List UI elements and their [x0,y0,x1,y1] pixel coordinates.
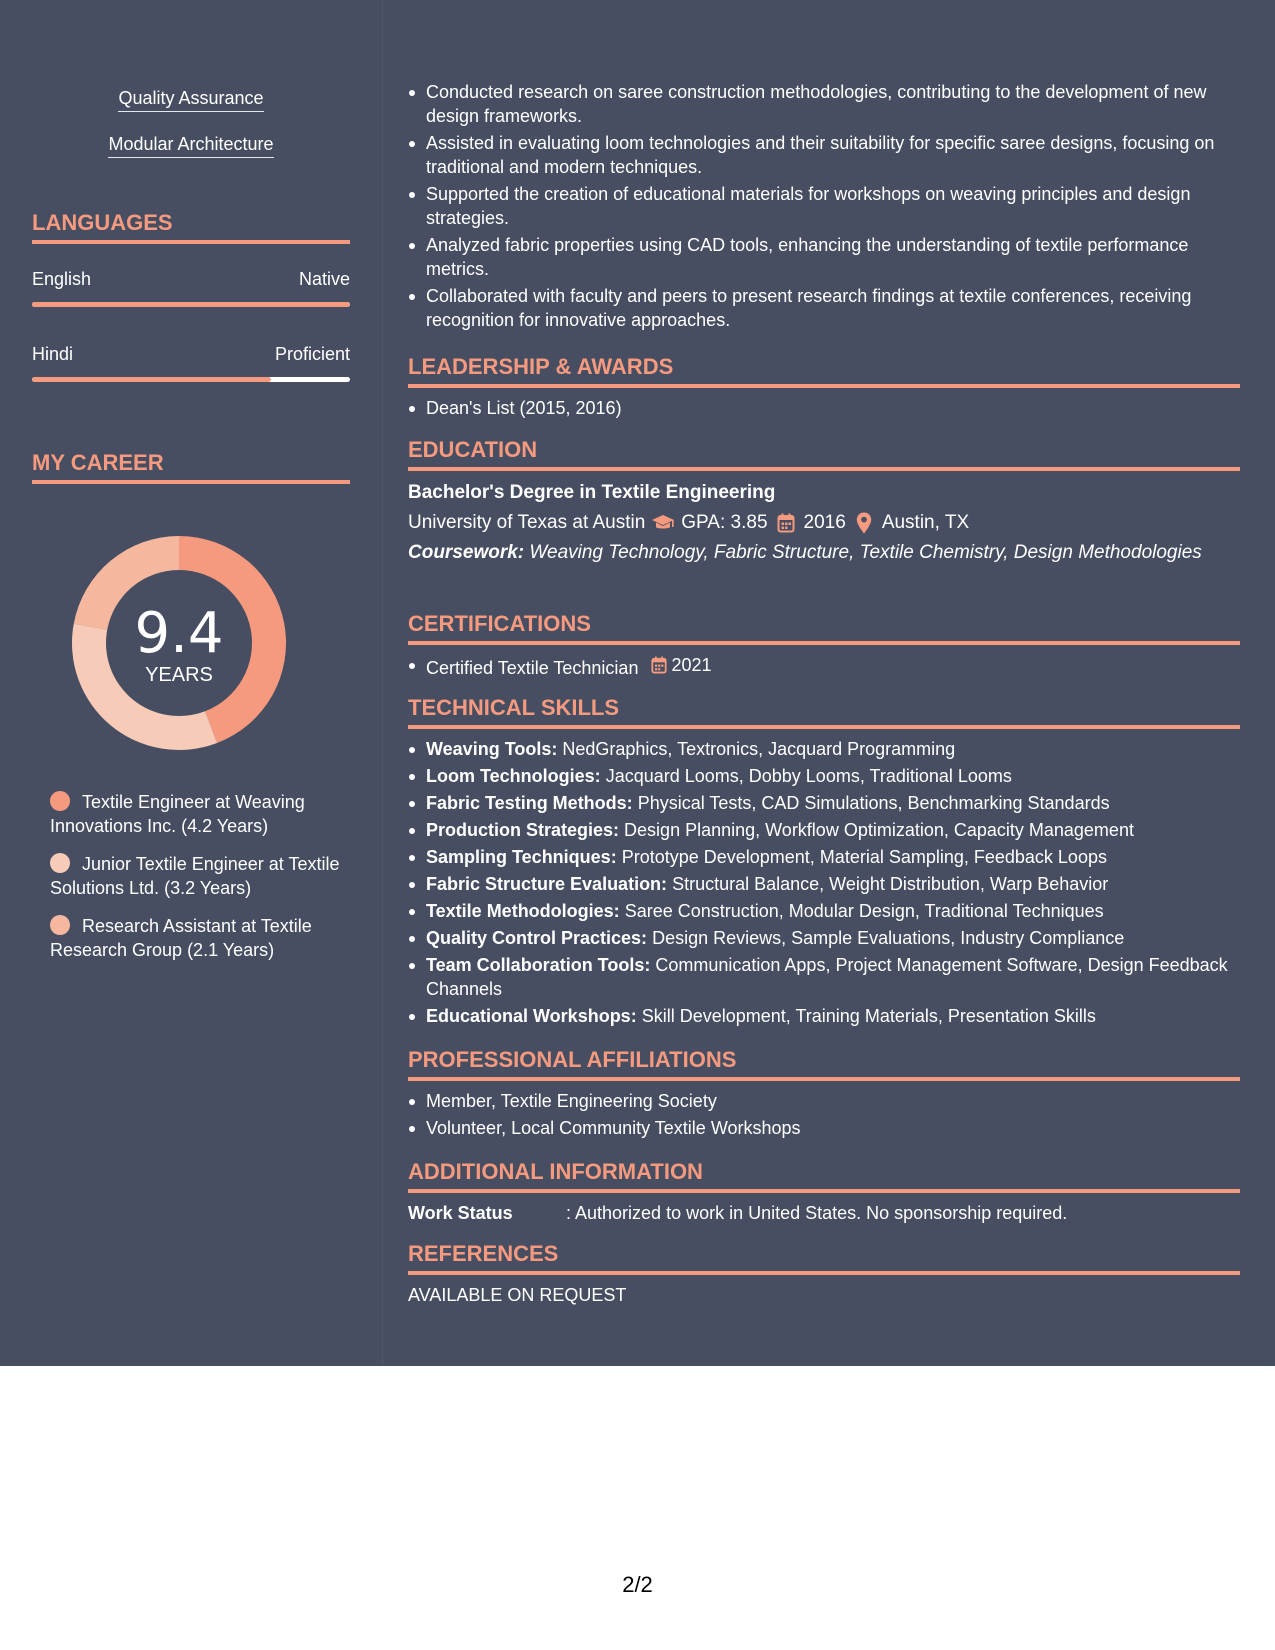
career-total-value: 9.4 [134,601,224,666]
skill-item [408,872,1240,896]
career-legend-item [50,790,350,838]
career-legend [50,790,350,976]
skill-value: Saree Construction, Modular Design, Traditional Techniques [624,901,1104,921]
career-legend-item [50,914,350,962]
technical-skills-heading: TECHNICAL SKILLS [408,695,1240,729]
language-name: English [32,269,92,289]
skill-label: Quality Control Practices: [426,928,648,948]
language-row [32,268,350,290]
skill-item [408,764,1240,788]
skill-value: Jacquard Looms, Dobby Looms, Traditional Looms [605,766,1012,786]
skill-value: Skill Development, Training Materials, Presentation Skills [641,1006,1096,1026]
skill-value: Structural Balance, Weight Distribution, Warp Behavior [672,874,1109,894]
experience-bullet: Assisted in evaluating loom technologies and their suitability for specific saree designs, focusing on traditional and modern techniques. [408,131,1240,179]
career-role-label: Research Assistant at Textile Research Group (2.1 Years) [50,916,312,960]
affiliations-section [408,1047,1240,1143]
award-item: Dean's List (2015, 2016) [408,396,1240,420]
language-name: Hindi [32,344,74,364]
language-proficiency-fill [32,302,350,307]
languages-heading: LANGUAGES [32,210,350,244]
language-proficiency-fill [32,377,271,382]
education-section [408,437,1240,565]
work-status-row [408,1201,1240,1225]
skill-label: Fabric Structure Evaluation: [426,874,668,894]
work-status-value: : Authorized to work in United States. No sponsorship required. [566,1203,1068,1223]
coursework [408,541,1240,565]
skill-value: Prototype Development, Material Sampling, Feedback Loops [621,847,1107,867]
certification-year: 2021 [671,655,712,675]
skill-tags [32,86,350,178]
map-pin-icon [852,512,876,534]
skill-label: Team Collaboration Tools: [426,955,651,975]
skill-label: Textile Methodologies: [426,901,620,921]
certification-date [651,653,711,677]
legend-dot [50,853,70,873]
references-section [408,1241,1240,1307]
calendar-icon [651,656,667,674]
skill-tag: Modular Architecture [108,132,273,158]
sidebar [0,0,382,1366]
certifications-section [408,611,1240,680]
additional-info-section [408,1159,1240,1225]
leadership-heading: LEADERSHIP & AWARDS [408,354,1240,388]
main-column [408,0,1240,1366]
education-details [408,511,1240,535]
skill-item [408,818,1240,842]
skill-label: Production Strategies: [426,820,620,840]
calendar-icon [774,512,798,534]
skill-label: Educational Workshops: [426,1006,637,1026]
skill-item [408,1004,1240,1028]
skill-value: Design Planning, Workflow Optimization, Capacity Management [624,820,1134,840]
skill-value: Physical Tests, CAD Simulations, Benchmarking Standards [637,793,1110,813]
language-row [32,343,350,365]
skill-label: Loom Technologies: [426,766,601,786]
coursework-list: Weaving Technology, Fabric Structure, Textile Chemistry, Design Methodologies [529,542,1202,563]
skill-item [408,899,1240,923]
skill-item [408,845,1240,869]
skill-label: Weaving Tools: [426,739,558,759]
additional-info-heading: ADDITIONAL INFORMATION [408,1159,1240,1193]
language-level: Proficient [274,344,350,364]
career-legend-item [50,852,350,900]
leadership-section [408,354,1240,420]
career-total-unit: YEARS [145,664,213,686]
legend-dot [50,791,70,811]
research-experience-bullets [408,80,1240,335]
career-section [32,450,350,960]
skill-value: Communication Apps, Project Management Software, Design Feedback Channels [426,955,1228,999]
career-donut-chart [66,530,292,756]
school-name: University of Texas at Austin [408,512,646,533]
experience-bullet: Supported the creation of educational materials for workshops on weaving principles and design strategies. [408,182,1240,230]
experience-bullet: Collaborated with faculty and peers to present research findings at textile conferences, receiving recognition for innovative approaches. [408,284,1240,332]
references-heading: REFERENCES [408,1241,1240,1275]
degree-title: Bachelor's Degree in Textile Engineering [408,482,776,503]
experience-bullet: Conducted research on saree construction methodologies, contributing to the development of new design frameworks. [408,80,1240,128]
affiliation-item: Member, Textile Engineering Society [408,1089,1240,1113]
work-status-label: Work Status [408,1203,513,1223]
graduation-cap-icon [651,512,675,534]
experience-bullet: Analyzed fabric properties using CAD tools, enhancing the understanding of textile performance metrics. [408,233,1240,281]
career-role-label: Junior Textile Engineer at Textile Solutions Ltd. (3.2 Years) [50,854,340,898]
legend-dot [50,915,70,935]
education-heading: EDUCATION [408,437,1240,471]
language-level: Native [298,269,350,289]
career-role-label: Textile Engineer at Weaving Innovations Inc. (4.2 Years) [50,792,305,836]
affiliation-item: Volunteer, Local Community Textile Workshops [408,1116,1240,1140]
certification-item [408,653,1240,680]
career-heading: MY CAREER [32,450,350,484]
graduation-year: 2016 [803,512,846,533]
language-proficiency-bar [32,302,350,307]
references-text: AVAILABLE ON REQUEST [408,1285,627,1305]
certifications-heading: CERTIFICATIONS [408,611,1240,645]
gpa: GPA: 3.85 [681,512,768,533]
skill-item [408,926,1240,950]
language-proficiency-bar [32,377,350,382]
skill-tag: Quality Assurance [118,86,263,112]
skill-label: Fabric Testing Methods: [426,793,633,813]
certification-name: Certified Textile Technician [426,658,639,678]
skill-value: NedGraphics, Textronics, Jacquard Programming [562,739,956,759]
skill-item [408,953,1240,1001]
page-number: 2/2 [622,1572,653,1597]
column-divider [382,0,383,1366]
skill-item [408,791,1240,815]
skill-item [408,737,1240,761]
technical-skills-section [408,695,1240,1031]
languages-section [32,210,350,382]
coursework-label: Coursework: [408,542,525,563]
school-location: Austin, TX [881,512,970,533]
affiliations-heading: PROFESSIONAL AFFILIATIONS [408,1047,1240,1081]
skill-label: Sampling Techniques: [426,847,617,867]
skill-value: Design Reviews, Sample Evaluations, Industry Compliance [652,928,1125,948]
